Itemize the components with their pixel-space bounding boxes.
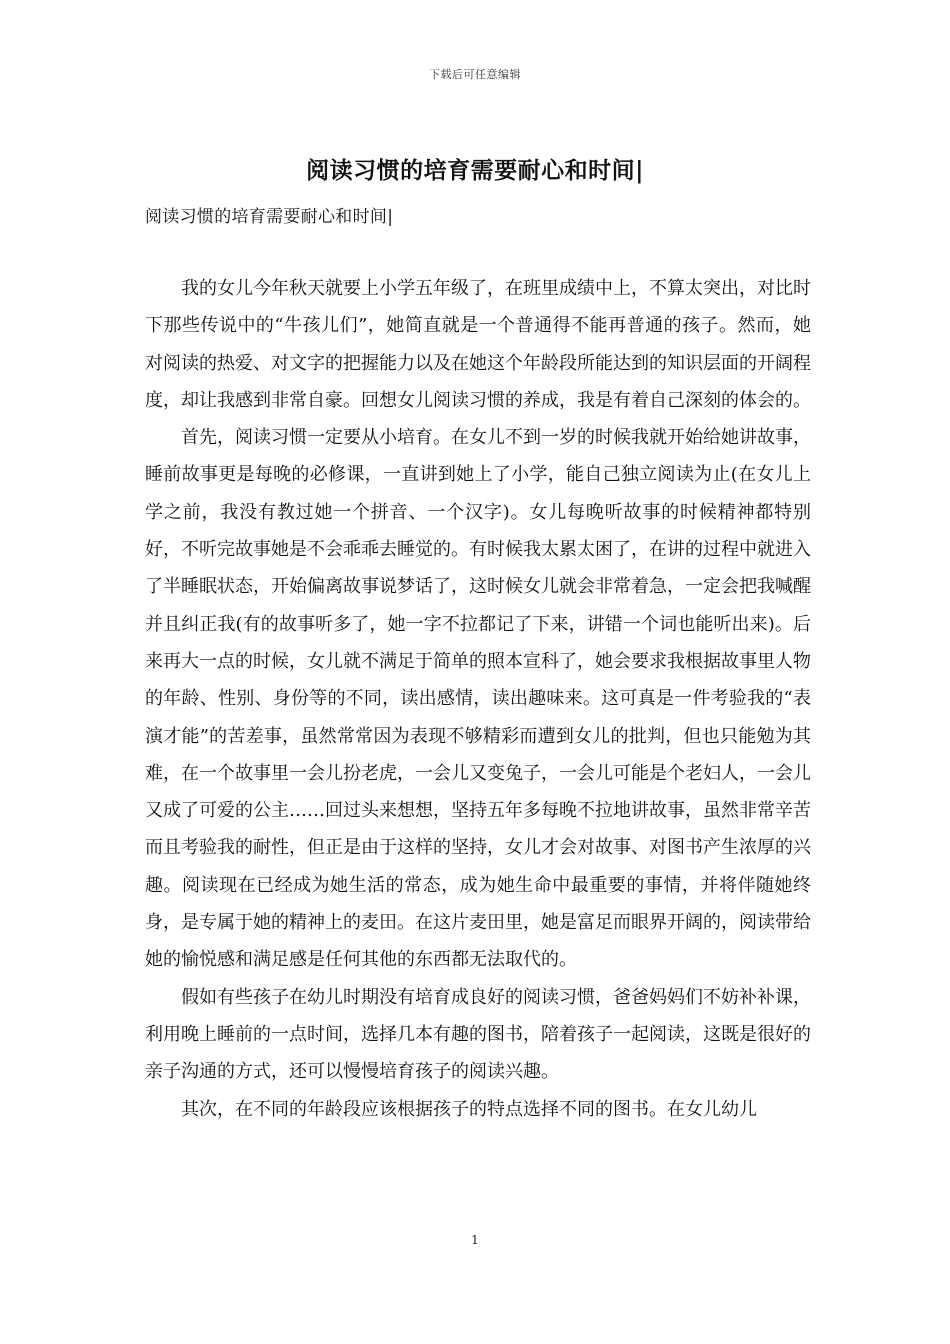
document-title: 阅读习惯的培育需要耐心和时间| xyxy=(306,157,644,184)
paragraph-1: 我的女儿今年秋天就要上小学五年级了，在班里成绩中上，不算太突出，对比时下那些传说中的“牛孩儿们”，她简直就是一个普通得不能再普通的孩子。然而，她对阅读的热爱、对文字的把握能力以及在她这个年龄段所能达到的知识层面的开阔程度，却让我感到非常自豪。回想女儿阅读习惯的养成，我是有着自己深刻的体会的。 xyxy=(145,278,811,411)
page-number: 1 xyxy=(471,1233,479,1247)
header-note: 下载后可任意编辑 xyxy=(429,68,521,81)
document-subtitle: 阅读习惯的培育需要耐心和时间| xyxy=(145,207,394,227)
body-text xyxy=(145,270,811,1128)
paragraph-2: 首先，阅读习惯一定要从小培育。在女儿不到一岁的时候我就开始给她讲故事，睡前故事更是每晚的必修课，一直讲到她上了小学，能自己独立阅读为止(在女儿上学之前，我没有教过她一个拼音、一个汉字)。女儿每晚听故事的时候精神都特别好，不听完故事她是不会乖乖去睡觉的。有时候我太累太困了，在讲的过程中就进入了半睡眠状态，开始偏离故事说梦话了，这时候女儿就会非常着急，一定会把我喊醒并且纠正我(有的故事听多了，她一字不拉都记了下来，讲错一个词也能听出来)。后来再大一点的时候，女儿就不满足于简单的照本宣科了，她会要求我根据故事里人物的年龄、性别、身份等的不同，读出感情，读出趣味来。这可真是一件考验我的“表演才能”的苦差事，虽然常常因为表现不够精彩而遭到女儿的批判，但也只能勉为其难，在一个故事里一会儿扮老虎，一会儿又变兔子，一会儿可能是个老妇人，一会儿又成了可爱的公主……回过头来想想，坚持五年多每晚不拉地讲故事，虽然非常辛苦而且考验我的耐性，但正是由于这样的坚持，女儿才会对故事、对图书产生浓厚的兴趣。阅读现在已经成为她生活的常态，成为她生命中最重要的事情，并将伴随她终身，是专属于她的精神上的麦田。在这片麦田里，她是富足而眼界开阔的，阅读带给她的愉悦感和满足感是任何其他的东西都无法取代的。 xyxy=(145,427,811,971)
paragraph-3: 假如有些孩子在幼儿时期没有培育成良好的阅读习惯，爸爸妈妈们不妨补补课，利用晚上睡前的一点时间，选择几本有趣的图书，陪着孩子一起阅读，这既是很好的亲子沟通的方式，还可以慢慢培育孩子的阅读兴趣。 xyxy=(145,986,811,1083)
paragraph-4: 其次，在不同的年龄段应该根据孩子的特点选择不同的图书。在女儿幼儿 xyxy=(181,1098,757,1120)
